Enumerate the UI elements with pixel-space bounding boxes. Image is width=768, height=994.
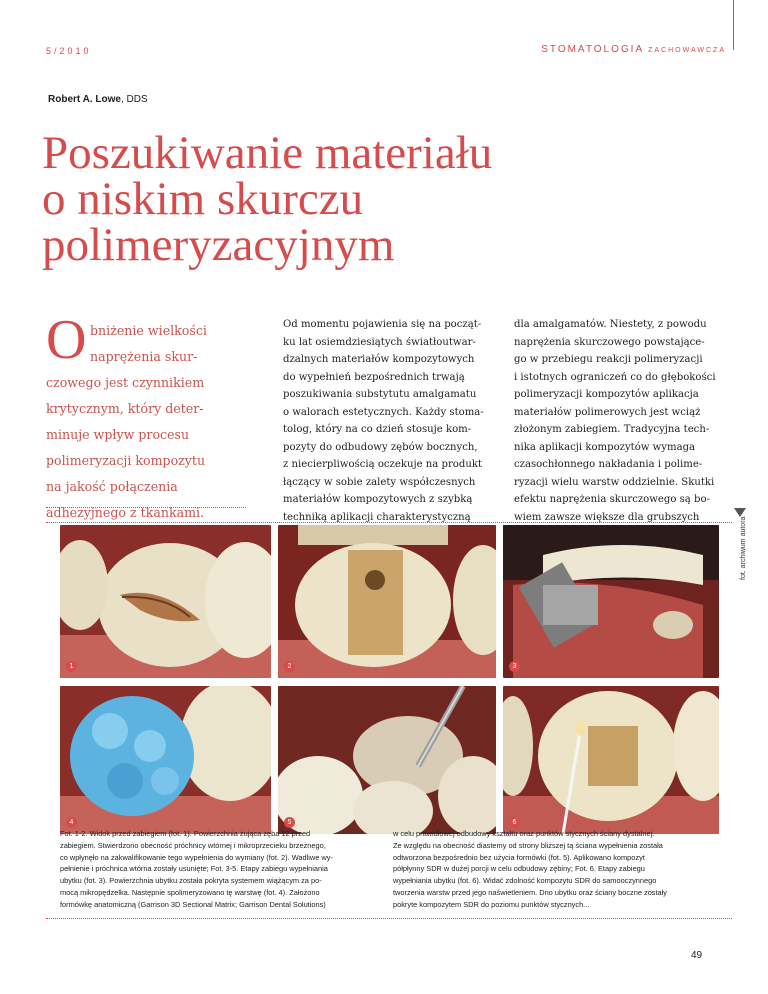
tooth-before-photo (60, 525, 271, 678)
caption-line: Fot. 1-2. Widok przed zabiegiem (fot. 1). Powierzchnia żująca zęba 12 przed (60, 829, 311, 838)
body-line: techniką aplikacji charakterystyczną (283, 511, 471, 523)
section-sub: ZACHOWAWCZA (648, 47, 726, 54)
lead-line: minuje wpływ procesu (46, 427, 190, 442)
body-line: do wypełnień bezpośrednich trwają (283, 371, 465, 383)
photo-caption-right (393, 828, 711, 911)
body-line: materiałów polimerowych jest wciąż (514, 406, 701, 418)
photo-frame-top (46, 522, 732, 523)
body-line: poszukiwania substytutu amalgamatu (283, 389, 477, 400)
photo-number: 1 (66, 661, 77, 672)
author-name: Robert A. Lowe (48, 94, 121, 105)
body-line: polimeryzacji kompozytów aplikacja (514, 389, 699, 400)
body-line: czasochłonnego nakładania i polime- (514, 459, 703, 470)
caption-line: ubytku (fot. 3). Powierzchnia ubytku została pokryta systemem wiążącym za po- (60, 876, 322, 886)
caption-line: zabiegiem. Stwierdzono obecność próchnicy wtórnej i mikroprzecieku brzeżnego, (60, 840, 326, 850)
body-line: dla amalgamatów. Niestety, z powodu (514, 319, 707, 330)
body-line: Od momentu pojawienia się na począt- (283, 319, 482, 330)
body-line: złożonym zabiegiem. Tradycyjna tech- (514, 424, 710, 435)
title-line: Poszukiwanie materiału (42, 127, 493, 179)
author-degree: , DDS (120, 94, 148, 105)
photo-number: 4 (66, 817, 77, 828)
bonding-agent-photo (278, 686, 496, 834)
body-line: wiem zawsze większe dla grubszych (514, 511, 700, 523)
cavity-prepared-photo (278, 525, 496, 678)
caption-line: tworzenia warstw przed jego naświetleniem. Dno ubytku oraz ściany boczne zostały (393, 887, 667, 897)
title-line: o niskim skurczu (42, 173, 364, 225)
author-line (48, 94, 148, 105)
body-line: ku lat osiemdziesiątych światłoutwar- (283, 336, 476, 348)
lead-line: adhezyjnego z tkankami. (46, 505, 205, 520)
caption-line: półpłynny SDR w dużej porcji w celu odbudowy zębiny; Fot. 6. Etapy zabiegu (393, 864, 645, 874)
section-main: STOMATOLOGIA (541, 44, 645, 55)
body-line: ryzacji wielu warstw oddzielnie. Skutki (514, 476, 715, 488)
page-number: 49 (691, 950, 703, 961)
photo-number: 2 (284, 661, 295, 672)
top-right-rule (733, 0, 734, 50)
body-line: i istotnych ograniczeń co do głębokości (514, 371, 716, 383)
body-column-3 (514, 316, 732, 526)
photo-caption-left (60, 828, 378, 911)
lead-line: czowego jest czynnikiem (46, 375, 205, 390)
blue-etchant-photo (60, 686, 271, 834)
title-line: polimeryzacyjnym (42, 219, 395, 271)
photo-number: 3 (509, 661, 520, 672)
body-line: nika aplikacji kompozytów wymaga (514, 441, 696, 453)
body-line: go w przebiegu reakcji polimeryzacji (514, 354, 703, 365)
lead-line: na jakość połączenia (46, 479, 178, 494)
caption-line: odtworzona bezpośrednio bez użycia formówki (fot. 5). Aplikowano kompozyt (393, 852, 645, 862)
body-line: materiałów kompozytowych z szybką (283, 494, 473, 505)
caption-line: w celu prawidłowej odbudowy kształtu oraz punktów stycznych ściany dystalnej. (393, 829, 655, 838)
caption-line: Ze względu na obecność diastemy od strony bliższej tą ściana wypełnienia została (393, 840, 663, 850)
body-line: tolog, który na co dzień stosuje kom- (283, 424, 472, 435)
matrix-placed-photo (503, 525, 719, 678)
caption-line: pokryte kompozytem SDR do poziomu punktów stycznych... (393, 899, 590, 909)
lead-divider (46, 507, 246, 508)
caption-line: formówkę anatomiczną (Garrison 3D Sectional Matrix; Garrison Dental Solutions) (60, 899, 326, 909)
body-line: łączący w sobie zalety współczesnych (283, 476, 476, 488)
caption-line: pełnienie i próchnica wtórna zostały usunięte; Fot. 3-5. Etapy zabiegu wypełniania (60, 864, 328, 874)
sdr-placement-photo (503, 686, 719, 834)
body-column-2 (283, 316, 498, 526)
body-line: dzalnych materiałów kompozytowych (283, 354, 475, 365)
lead-line: naprężenia skur- (90, 349, 198, 364)
article-title (42, 127, 642, 271)
body-line: pozyty do odbudowy zębów bocznych, (283, 441, 478, 453)
photo-credit (740, 516, 752, 590)
lead-line: polimeryzacji kompozytu (46, 453, 206, 468)
caption-line: mocą mikropędzelka. Następnie spolimeryzowano tę warstwę (fot. 4). Założono (60, 887, 320, 897)
caption-line: co wpłynęło na zakwalifikowanie tego wypełnienia do wymiany (fot. 2). Wadliwe wy- (60, 852, 333, 862)
body-line: naprężenia skurczowego powstające- (514, 336, 705, 348)
photo-number: 5 (284, 817, 295, 828)
photo-number: 6 (509, 817, 520, 828)
body-line: efektu naprężenia skurczowego są bo- (514, 494, 710, 505)
drop-cap: O (46, 309, 87, 371)
body-line: o walorach estetycznych. Każdy stoma- (283, 406, 484, 418)
body-line: z niecierpliwością oczekuje na produkt (283, 459, 483, 470)
photo-credit-text: fot. archiwum autora (740, 516, 747, 580)
lead-line: bniżenie wielkości (90, 323, 207, 338)
caption-line: wypełniania ubytku (fot. 6). Widać zdolność kompozytu SDR do samooczynnego (393, 876, 657, 886)
lead-line: krytycznym, który deter- (46, 401, 204, 416)
section-header (541, 44, 726, 55)
caption-frame-bottom (46, 918, 732, 919)
issue-number: 5/2010 (46, 46, 92, 56)
lead-paragraph (46, 309, 246, 526)
